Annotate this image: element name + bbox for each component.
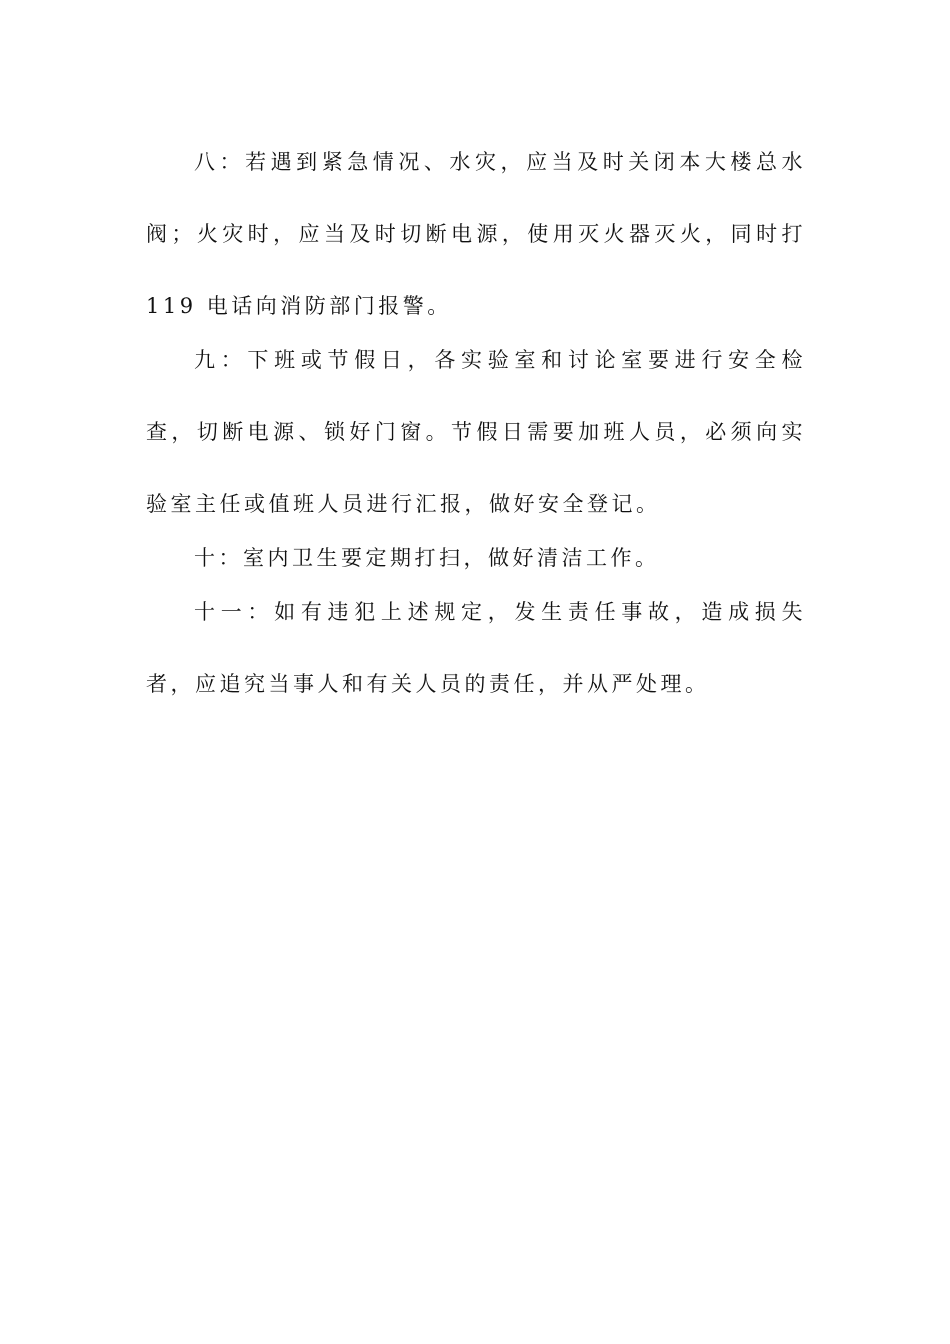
- rule-paragraph-10: 十：室内卫生要定期打扫，做好清洁工作。: [194, 546, 660, 570]
- rule-paragraph-9: 九：下班或节假日，各实验室和讨论室要进行安全检查，切断电源、锁好门窗。节假日需要加班人员，必须向实验室主任或值班人员进行汇报，做好安全登记。: [146, 348, 806, 516]
- rule-paragraph-8: 八：若遇到紧急情况、水灾，应当及时关闭本大楼总水阀；火灾时，应当及时切断电源，使用灭火器灭火，同时打 119 电话向消防部门报警。: [146, 150, 806, 318]
- rule-paragraph-11: 十一：如有违犯上述规定，发生责任事故，造成损失者，应追究当事人和有关人员的责任，并从严处理。: [146, 600, 806, 696]
- document-body: [146, 126, 806, 720]
